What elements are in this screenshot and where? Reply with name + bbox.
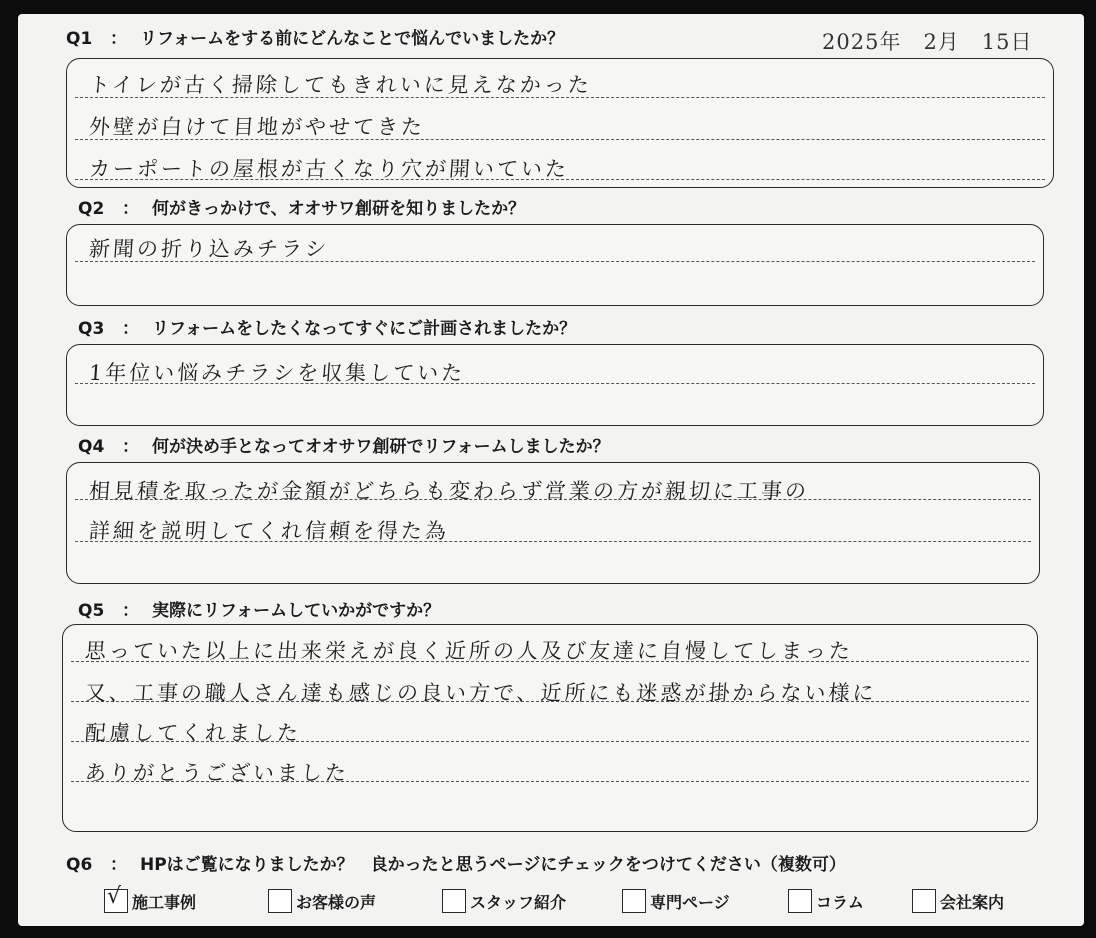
checkbox-box[interactable] (622, 889, 646, 913)
check-mark-icon: √ (107, 884, 122, 909)
answer-box-2 (66, 224, 1044, 306)
answer-box-5 (62, 624, 1038, 832)
question-5: Q5 ： 実際にリフォームしていかがですか？ (78, 601, 441, 621)
checkbox-box[interactable] (268, 889, 292, 913)
answer-line: 詳細を説明してくれ信頼を得た為 (88, 519, 450, 543)
answer-box-1 (66, 58, 1054, 188)
answer-line: ありがとうございました (84, 761, 350, 785)
answer-line: 又、工事の職人さん達も感じの良い方で、近所にも迷惑が掛からない様に (84, 681, 878, 705)
question-1: Q1 ： リフォームをする前にどんなことで悩んでいましたか？ (66, 29, 565, 49)
answer-box-3 (66, 344, 1044, 426)
question-2: Q2 ： 何がきっかけで、オオサワ創研を知りましたか？ (78, 199, 526, 219)
answer-line: 思っていた以上に出来栄えが良く近所の人及び友達に自慢してしまった (84, 639, 854, 663)
question-3: Q3 ： リフォームをしたくなってすぐにご計画されましたか？ (78, 319, 577, 339)
checkbox-staff-intro[interactable]: スタッフ紹介 (442, 886, 566, 916)
question-6: Q6 ： HPはご覧になりましたか？ 良かったと思うページにチェックをつけてください（複数可） (66, 855, 846, 875)
checkbox-customer-voice[interactable]: お客様の声 (268, 886, 376, 916)
answer-line: 外壁が白けて目地がやせてきた (88, 115, 426, 139)
question-4: Q4 ： 何が決め手となってオオサワ創研でリフォームしましたか？ (78, 437, 610, 457)
checkbox-specialty-pages[interactable]: 専門ページ (622, 886, 730, 916)
answer-box-4 (66, 462, 1040, 584)
checkbox-company-info[interactable]: 会社案内 (912, 886, 1004, 916)
checkbox-box[interactable] (442, 889, 466, 913)
checkbox-column[interactable]: コラム (788, 886, 864, 916)
answer-line: 新聞の折り込みチラシ (88, 237, 330, 261)
answer-line: 配慮してくれました (84, 721, 302, 745)
checkbox-box[interactable] (912, 889, 936, 913)
answer-line: カーポートの屋根が古くなり穴が開いていた (88, 157, 570, 181)
survey-date: 2025年 2月 15日 (822, 30, 1033, 54)
answer-line: 相見積を取ったが金額がどちらも変わらず営業の方が親切に工事の (88, 479, 810, 503)
answer-line: 1年位い悩みチラシを収集していた (88, 361, 467, 385)
checkbox-construction-examples[interactable]: √ 施工事例 (104, 886, 196, 916)
answer-line: トイレが古く掃除してもきれいに見えなかった (88, 73, 593, 97)
checkbox-box[interactable] (788, 889, 812, 913)
checkbox-box[interactable] (104, 884, 128, 913)
